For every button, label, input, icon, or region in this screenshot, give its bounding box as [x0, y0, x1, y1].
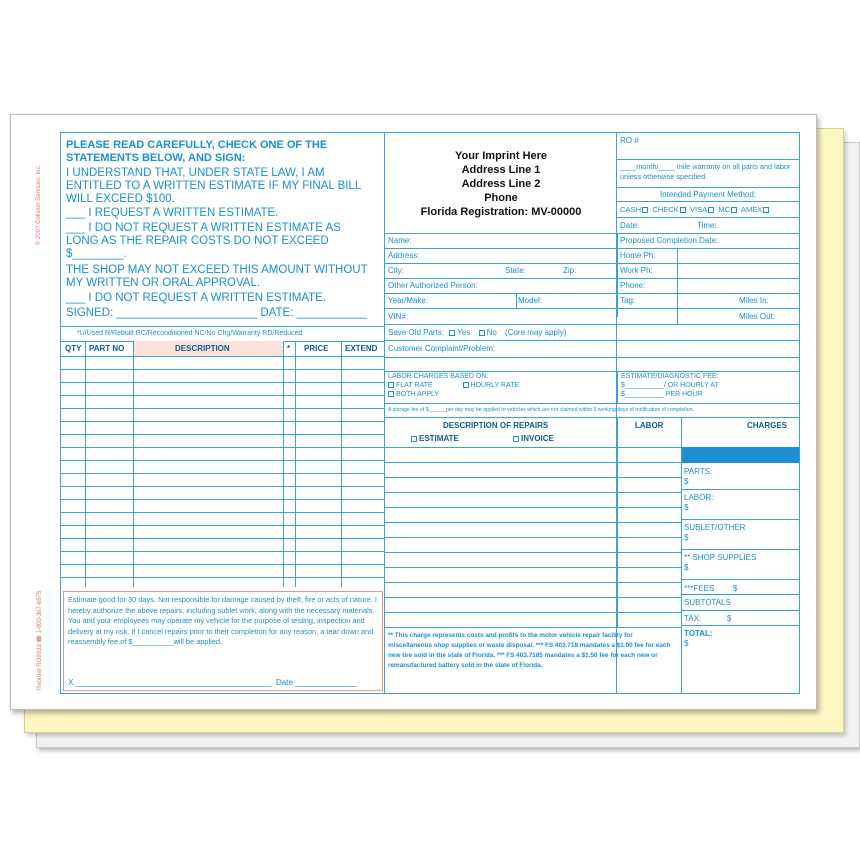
- model-field[interactable]: Model:: [518, 296, 543, 305]
- save-old-parts: [388, 328, 566, 337]
- year-make-field[interactable]: Year/Make:: [388, 296, 429, 305]
- charges-column-header: CHARGES: [747, 421, 788, 430]
- payment-mc-checkbox[interactable]: [731, 207, 737, 213]
- vin-field[interactable]: VIN#:: [388, 312, 409, 321]
- charges-panel: [681, 463, 799, 693]
- charges-shop-supplies-label: ** SHOP SUPPLIES: [684, 553, 757, 562]
- payment-cash-label: CASH: [620, 205, 642, 214]
- state-field[interactable]: State:: [505, 266, 526, 275]
- core-note: (Core may apply): [505, 328, 567, 337]
- labor-basis-header: LABOR CHARGES BASED ON:: [388, 373, 489, 380]
- statement-law: I UNDERSTAND THAT, UNDER STATE LAW, I AM ENTITLED TO A WRITTEN ESTIMATE IF MY FINAL BILL WILL EXCEED $100.: [66, 167, 361, 205]
- repair-type-invoice: [513, 434, 554, 443]
- invoice-label: INVOICE: [521, 434, 554, 443]
- authorization-signature-line[interactable]: X ____________________________________________: [68, 678, 272, 687]
- both-apply-label: BOTH APPLY: [396, 391, 440, 398]
- repair-order-form: [60, 132, 800, 694]
- imprint-line-4: Phone: [484, 192, 518, 204]
- payment-options: [620, 205, 771, 214]
- repair-type-estimate: [411, 434, 459, 443]
- option-no-estimate-limit[interactable]: ___ I DO NOT REQUEST A WRITTEN ESTIMATE AS LONG AS THE REPAIR COSTS DO NOT EXCEED $________.: [66, 222, 341, 260]
- payment-visa-label: VISA: [689, 205, 708, 214]
- repair-lines: [385, 447, 681, 627]
- estimate-fee-header: ESTIMATE/DIAGNOSTIC FEE:: [621, 373, 719, 380]
- payment-amex-checkbox[interactable]: [763, 207, 769, 213]
- authorization-date-line[interactable]: Date ______________: [276, 678, 358, 687]
- parts-col-extend: EXTEND: [345, 344, 378, 353]
- estimate-column: [61, 133, 385, 693]
- imprint-line-1: Your Imprint Here: [454, 150, 548, 162]
- payment-check-label: CHECK: [652, 205, 679, 214]
- name-field[interactable]: Name:: [388, 236, 412, 245]
- statement-limit: THE SHOP MAY NOT EXCEED THIS AMOUNT WITHOUT MY WRITTEN OR ORAL APPROVAL.: [66, 264, 368, 289]
- save-parts-label: Save Old Parts:: [388, 328, 445, 337]
- labor-basis-row1: [388, 382, 519, 389]
- parts-col-description: DESCRIPTION: [175, 344, 230, 353]
- repairs-desc-header: DESCRIPTION OF REPAIRS: [443, 421, 549, 430]
- payment-cash-checkbox[interactable]: [642, 207, 648, 213]
- zip-field[interactable]: Zip:: [563, 266, 577, 275]
- statement-header: PLEASE READ CAREFULLY, CHECK ONE OF THE STATEMENTS BELOW, AND SIGN:: [66, 139, 328, 164]
- copyright-text: © 2007 Colision Services, Inc.: [36, 164, 42, 245]
- florida-fee-footnote: ** This charge represents costs and profits to the motor vehicle repair facility for miscellaneous shop supplies or waste disposal. *** FS 403.718 mandates a $1.00 fee for each new tire sold in the state of Florida. *** FS 403.7185 mandates a $1.50 fee for each new or remanufactured battery sold in the state of Florida.: [388, 632, 671, 669]
- repairs-table: [385, 417, 799, 693]
- estimate-checkbox[interactable]: [411, 436, 417, 442]
- both-apply-checkbox[interactable]: [388, 391, 394, 397]
- reorder-text: Reorder RO9933 ☎ 1-800-367-6575: [37, 590, 43, 690]
- charges-fees-label: ***FEES: [684, 584, 715, 593]
- tag-field[interactable]: Tag:: [620, 296, 636, 305]
- charges-labor-dollar[interactable]: $: [684, 503, 689, 512]
- estimate-label: ESTIMATE: [419, 434, 459, 443]
- payment-mc-label: MC: [718, 205, 731, 214]
- parts-legend: *U/Used R/Rebuilt RC/Reconditioned NC/No Chg/Warranty RD/Reduced: [77, 330, 303, 337]
- flat-rate-checkbox[interactable]: [388, 382, 394, 388]
- parts-col-part-no: PART NO: [89, 344, 125, 353]
- payment-amex-label: AMEX: [740, 205, 763, 214]
- time-field[interactable]: Time:: [697, 221, 717, 230]
- labor-column-header: LABOR: [635, 421, 664, 430]
- save-parts-no-checkbox[interactable]: [479, 330, 485, 336]
- charges-total-label: TOTAL:: [684, 629, 713, 638]
- ro-number-label: RO #: [620, 136, 639, 145]
- imprint-line-5: Florida Registration: MV-00000: [420, 206, 582, 218]
- imprint-line-2: Address Line 1: [461, 164, 541, 176]
- estimate-fee-line-1[interactable]: $__________/ OR HOURLY AT: [621, 382, 719, 389]
- disclaimer-text: Estimate good for 30 days. Not responsible for damage caused by theft, fire or acts of nature. I hereby authorize the above repairs, including sublet work, along with the necessary materials. You and your employees may operate my vehicle for the purpose of testing, inspection and delivery at my risk. If I cancel repairs prior to their completion for any reason, a tear down and reassembly fee of $__________will be applied.: [68, 595, 377, 646]
- charges-shop-supplies-dollar[interactable]: $: [684, 563, 689, 572]
- miles-out-field[interactable]: Miles Out:: [739, 312, 776, 321]
- option-no-estimate[interactable]: ___ I DO NOT REQUEST A WRITTEN ESTIMATE.: [66, 292, 327, 304]
- hourly-rate-label: HOURLY RATE: [470, 382, 520, 389]
- miles-in-field[interactable]: Miles In:: [739, 296, 769, 305]
- labor-basis-row2: [388, 391, 439, 398]
- parts-col-price: PRICE: [304, 344, 329, 353]
- work-phone-field[interactable]: Work Ph:: [620, 266, 653, 275]
- home-phone-field[interactable]: Home Ph:: [620, 251, 656, 260]
- payment-check-checkbox[interactable]: [680, 207, 686, 213]
- charges-total-dollar[interactable]: $: [684, 639, 689, 648]
- proposed-completion-field[interactable]: Proposed Completion Date:: [620, 236, 719, 245]
- option-request-estimate[interactable]: ___ I REQUEST A WRITTEN ESTIMATE.: [66, 207, 279, 219]
- charges-subtotals-label: SUBTOTALS: [684, 598, 731, 607]
- estimate-fee-line-2[interactable]: $__________ PER HOUR: [621, 391, 703, 398]
- save-parts-yes-checkbox[interactable]: [449, 330, 455, 336]
- signature-line[interactable]: SIGNED: ______________________ DATE: ___________: [66, 307, 367, 319]
- parts-col-qty: QTY: [65, 344, 82, 353]
- warranty-text[interactable]: ____month/____ mile warranty on all parts and labor unless otherwise specified.: [620, 162, 791, 181]
- payment-visa-checkbox[interactable]: [708, 207, 714, 213]
- hourly-rate-checkbox[interactable]: [463, 382, 469, 388]
- save-parts-yes-label: Yes: [457, 328, 471, 337]
- charges-labor-label: LABOR:: [684, 493, 714, 502]
- charges-parts-label: PARTS:: [684, 467, 713, 476]
- charges-tax-label: TAX:: [684, 614, 702, 623]
- save-parts-no-label: No: [486, 328, 497, 337]
- shop-imprint: [385, 149, 617, 219]
- phone-field[interactable]: Phone:: [620, 281, 646, 290]
- payment-method-label: Intended Payment Method:: [659, 190, 757, 199]
- storage-fee-note: A storage fee of $______per day may be applied to vehicles which are not claimed within 3 working days of notification of completion.: [388, 407, 694, 413]
- imprint-line-3: Address Line 2: [461, 178, 541, 190]
- charges-sublet-dollar[interactable]: $: [684, 533, 689, 542]
- charges-parts-dollar[interactable]: $: [684, 477, 689, 486]
- address-field[interactable]: Address:: [388, 251, 420, 260]
- parts-col-star: *: [287, 344, 291, 353]
- complaint-field[interactable]: Customer Complaint/Problem:: [388, 344, 496, 353]
- charges-sublet-label: SUBLET/OTHER: [684, 523, 746, 532]
- customer-section: [385, 233, 799, 693]
- parts-table: [61, 341, 385, 587]
- charges-header-bar: [682, 447, 799, 463]
- city-field[interactable]: City:: [388, 266, 404, 275]
- flat-rate-label: FLAT RATE: [396, 382, 433, 389]
- other-person-field[interactable]: Other Authorized Person:: [388, 281, 478, 290]
- date-field[interactable]: Date:: [620, 221, 640, 230]
- charges-tax-dollar[interactable]: $: [727, 614, 732, 623]
- charges-fees-dollar[interactable]: $: [733, 584, 738, 593]
- ro-column: [617, 133, 799, 233]
- disclaimer-box: [63, 591, 383, 691]
- invoice-checkbox[interactable]: [513, 436, 519, 442]
